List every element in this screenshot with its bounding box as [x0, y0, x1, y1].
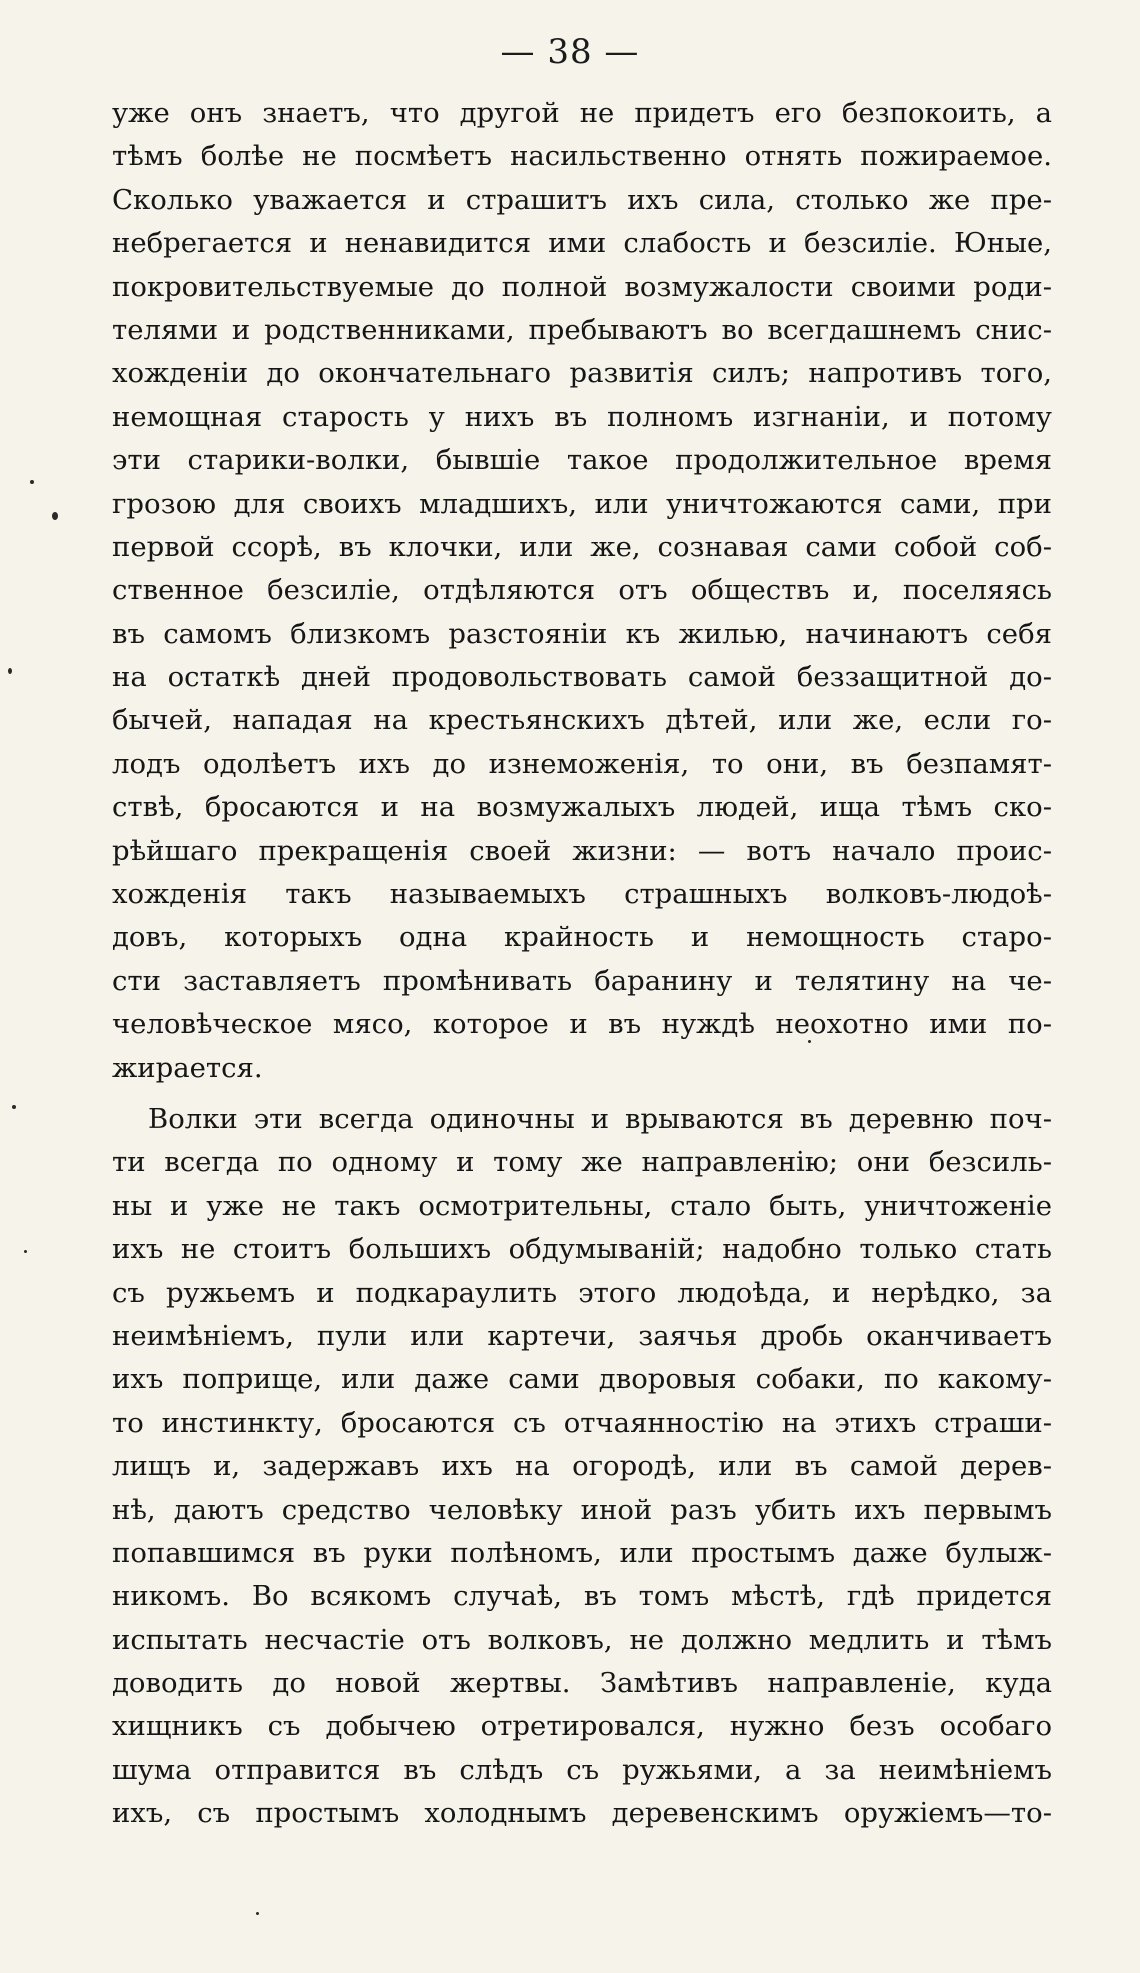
- page-number: — 38 —: [500, 32, 640, 72]
- text-line: лищъ и, задержавъ ихъ на огородѣ, или въ самой дерев-: [112, 1450, 1052, 1483]
- text-line: жирается.: [112, 1051, 263, 1084]
- text-line: ствѣ, бросаются и на возмужалыхъ людей, ища тѣмъ ско-: [112, 791, 1052, 824]
- text-line: ихъ, съ простымъ холоднымъ деревенскимъ оружіемъ—то-: [112, 1797, 1052, 1830]
- text-line: хожденіи до окончательнаго развитія силъ; напротивъ того,: [112, 357, 1052, 390]
- text-line: немощная старость у нихъ въ полномъ изгнаніи, и потому: [112, 400, 1052, 433]
- text-line: покровительствуемые до полной возмужалости своими роди-: [112, 270, 1052, 303]
- paragraph-1: [112, 92, 1052, 1090]
- text-line: нѣ, даютъ средство человѣку иной разъ убить ихъ первымъ: [112, 1493, 1052, 1526]
- text-line: хожденія такъ называемыхъ страшныхъ волковъ-людоѣ-: [112, 878, 1052, 911]
- text-line: попавшимся въ руки полѣномъ, или простымъ даже булыж-: [112, 1536, 1052, 1569]
- text-line: уже онъ знаетъ, что другой не придетъ его безпокоить, а: [112, 97, 1052, 129]
- text-line: ихъ поприще, или даже сами дворовыя собаки, по какому-: [112, 1363, 1052, 1396]
- text-line: въ самомъ близкомъ разстояніи къ жилью, начинаютъ себя: [112, 617, 1052, 650]
- text-line: лодъ одолѣетъ ихъ до изнеможенія, то они, въ безпамят-: [112, 747, 1052, 780]
- text-line: бычей, нападая на крестьянскихъ дѣтей, или же, если го-: [112, 704, 1052, 737]
- text-line: хищникъ съ добычею отретировался, нужно безъ особаго: [112, 1710, 1052, 1743]
- scan-speck: [30, 480, 34, 484]
- scan-speck: [808, 1040, 811, 1043]
- text-line: тѣмъ болѣе не посмѣетъ насильственно отнять пожираемое.: [112, 140, 1052, 173]
- text-line: первой ссорѣ, въ клочки, или же, сознавая сами собой соб-: [112, 530, 1052, 563]
- text-line: грозою для своихъ младшихъ, или уничтожаются сами, при: [112, 487, 1052, 520]
- text-line: съ ружьемъ и подкараулить этого людоѣда, и нерѣдко, за: [112, 1276, 1052, 1309]
- text-line: доводить до новой жертвы. Замѣтивъ направленіе, куда: [112, 1667, 1052, 1700]
- text-line: рѣйшаго прекращенія своей жизни: — вотъ начало проис-: [112, 834, 1052, 867]
- text-line: довъ, которыхъ одна крайность и немощность старо-: [112, 921, 1052, 954]
- text-line: человѣческое мясо, которое и въ нуждѣ неохотно ими по-: [112, 1008, 1052, 1041]
- text-line: Волки эти всегда одиночны и врываются въ деревню поч-: [148, 1102, 1052, 1135]
- text-line: небрегается и ненавидится ими слабость и безсиліе. Юные,: [112, 227, 1052, 260]
- scan-speck: [12, 1105, 16, 1109]
- text-line: сти заставляетъ промѣнивать баранину и телятину на че-: [112, 964, 1052, 997]
- text-line: телями и родственниками, пребываютъ во всегдашнемъ снис-: [112, 313, 1052, 346]
- text-line: Сколько уважается и страшитъ ихъ сила, столько же пре-: [112, 183, 1052, 216]
- text-line: эти старики-волки, бывшіе такое продолжительное время: [112, 444, 1052, 477]
- text-line: на остаткѣ дней продовольствовать самой беззащитной до-: [112, 661, 1052, 694]
- scan-speck: [24, 1250, 27, 1253]
- text-line: то инстинкту, бросаются съ отчаянностію на этихъ страши-: [112, 1406, 1052, 1439]
- text-line: ти всегда по одному и тому же направленію; они безсиль-: [112, 1146, 1052, 1179]
- text-line: испытать несчастіе отъ волковъ, не должно медлить и тѣмъ: [112, 1623, 1052, 1656]
- text-line: шума отправится въ слѣдъ съ ружьями, а за неимѣніемъ: [112, 1753, 1052, 1786]
- text-line: неимѣніемъ, пули или картечи, заячья дробь оканчиваетъ: [112, 1319, 1052, 1352]
- scan-speck: [256, 1912, 259, 1915]
- paragraph-gap: [112, 1090, 1052, 1098]
- scan-speck: [52, 512, 58, 520]
- body-text: [112, 92, 1052, 1836]
- text-line: ственное безсиліе, отдѣляются отъ обществъ и, поселяясь: [112, 574, 1052, 607]
- text-line: никомъ. Во всякомъ случаѣ, въ томъ мѣстѣ, гдѣ придется: [112, 1580, 1052, 1613]
- text-line: ихъ не стоитъ большихъ обдумываній; надобно только стать: [112, 1233, 1052, 1266]
- scan-speck: [8, 668, 12, 674]
- paragraph-2: [112, 1098, 1052, 1836]
- text-line: ны и уже не такъ осмотрительны, стало быть, уничтоженіе: [112, 1189, 1052, 1222]
